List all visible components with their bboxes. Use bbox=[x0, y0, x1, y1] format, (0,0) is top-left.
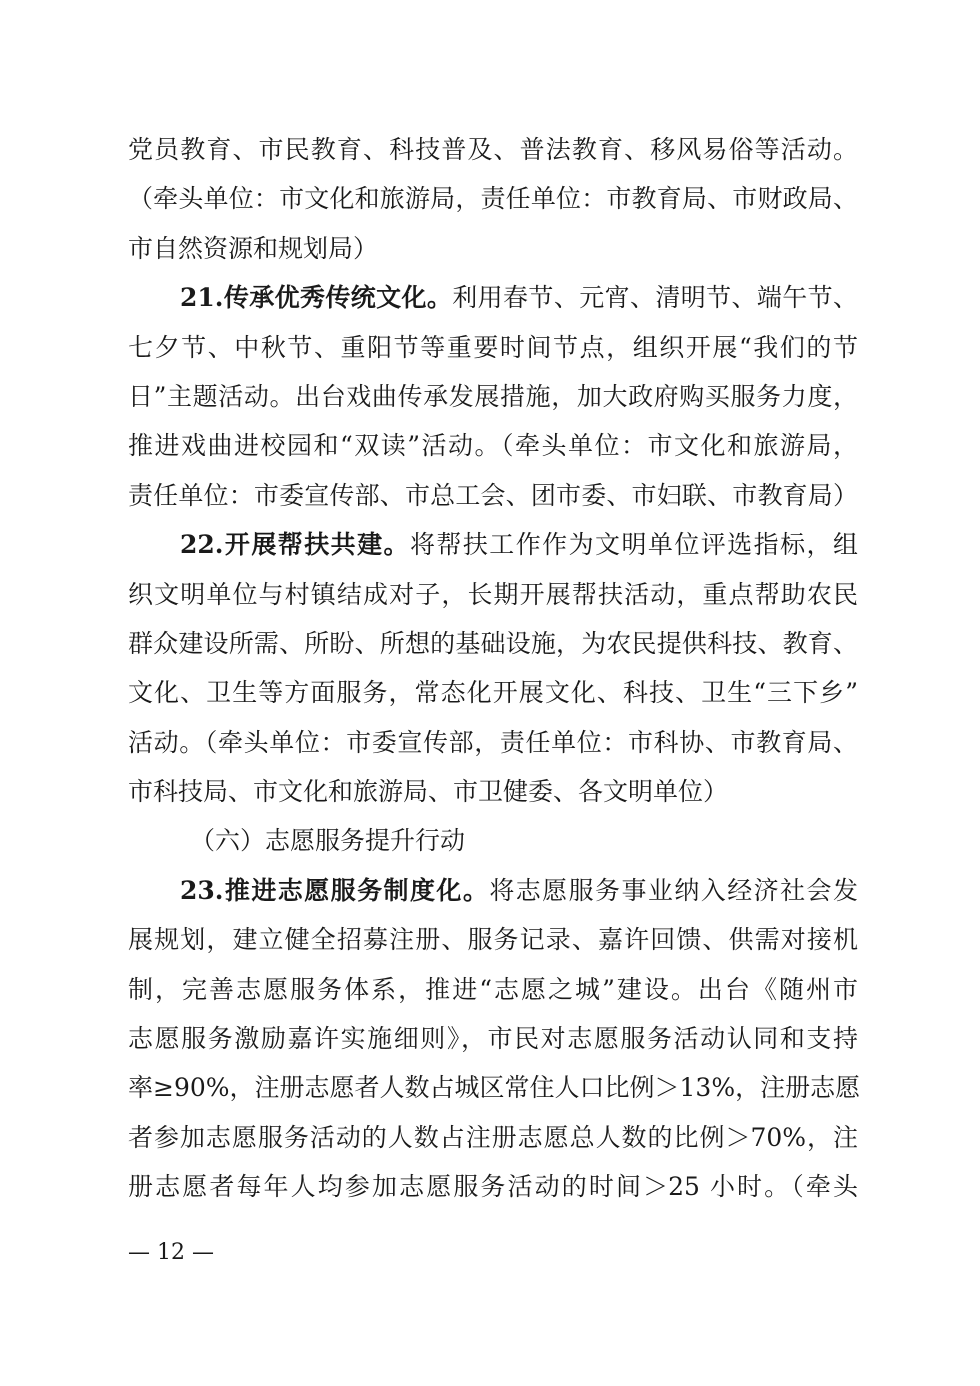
line-text: 党员教育、市民教育、科技普及、普法教育、移风易俗等活动。 bbox=[128, 135, 858, 164]
line-text: 七夕节、中秋节、重阳节等重要时间节点，组织开展“我们的节 bbox=[128, 332, 858, 362]
text-line bbox=[128, 174, 858, 223]
text-line bbox=[128, 965, 858, 1014]
text-line bbox=[128, 1113, 858, 1162]
text-line bbox=[128, 1014, 858, 1063]
text-line bbox=[128, 1063, 861, 1112]
text-line bbox=[128, 421, 858, 470]
section-heading bbox=[128, 816, 858, 865]
line-text: 市自然资源和规划局） bbox=[128, 233, 379, 263]
item-heading: 21.传承优秀传统文化。 bbox=[180, 283, 453, 313]
line-text: 文化、卫生等方面服务，常态化开展文化、科技、卫生“三下乡” bbox=[128, 678, 858, 708]
line-text: 日”主题活动。出台戏曲传承发展措施，加大政府购买服务力度， bbox=[128, 381, 858, 411]
line-text: （牵头单位：市文化和旅游局，责任单位：市教育局、市财政局、 bbox=[128, 184, 858, 214]
line-text: 利用春节、元宵、清明节、端午节、 bbox=[452, 283, 858, 313]
text-line bbox=[128, 767, 858, 816]
text-line bbox=[128, 619, 858, 668]
text-line bbox=[128, 570, 858, 619]
text-line bbox=[128, 224, 858, 273]
item-heading: 22.开展帮扶共建。 bbox=[180, 530, 410, 560]
text-line bbox=[128, 471, 858, 520]
text-line bbox=[128, 125, 858, 174]
line-text: 推进戏曲进校园和“双读”活动。（牵头单位：市文化和旅游局， bbox=[128, 431, 858, 461]
line-text: 册志愿者每年人均参加志愿服务活动的时间＞25 小时。（牵头 bbox=[128, 1172, 858, 1202]
line-text: 织文明单位与村镇结成对子，长期开展帮扶活动，重点帮助农民 bbox=[128, 579, 858, 609]
line-text: 责任单位：市委宣传部、市总工会、团市委、市妇联、市教育局） bbox=[128, 480, 858, 510]
line-text: 制，完善志愿服务体系，推进“志愿之城”建设。出台《随州市 bbox=[128, 974, 858, 1004]
line-text: 展规划，建立健全招募注册、服务记录、嘉许回馈、供需对接机 bbox=[128, 925, 858, 955]
line-text: 将帮扶工作作为文明单位评选指标，组 bbox=[410, 530, 858, 560]
line-text: 市科技局、市文化和旅游局、市卫健委、各文明单位） bbox=[128, 777, 729, 807]
text-line bbox=[128, 323, 858, 372]
text-line bbox=[128, 915, 858, 964]
text-line bbox=[128, 718, 858, 767]
document-body bbox=[128, 125, 861, 1212]
line-text: 活动。（牵头单位：市委宣传部，责任单位：市科协、市教育局、 bbox=[128, 727, 858, 757]
text-line bbox=[128, 668, 858, 717]
text-line bbox=[128, 372, 858, 421]
line-text: 将志愿服务事业纳入经济社会发 bbox=[489, 875, 858, 905]
line-text: 志愿服务激励嘉许实施细则》，市民对志愿服务活动认同和支持 bbox=[128, 1024, 858, 1054]
text-line bbox=[128, 520, 858, 569]
text-line bbox=[128, 866, 858, 915]
line-text: 率≥90%，注册志愿者人数占城区常住人口比例＞13%，注册志愿 bbox=[128, 1073, 861, 1103]
line-text: 群众建设所需、所盼、所想的基础设施，为农民提供科技、教育、 bbox=[128, 628, 858, 658]
text-line bbox=[128, 273, 858, 322]
page-number: — 12 — bbox=[128, 1240, 214, 1265]
text-line bbox=[128, 1162, 858, 1211]
line-text: 者参加志愿服务活动的人数占注册志愿总人数的比例＞70%，注 bbox=[128, 1122, 858, 1152]
item-heading: 23.推进志愿服务制度化。 bbox=[180, 875, 490, 905]
line-text: （六）志愿服务提升行动 bbox=[190, 826, 466, 856]
